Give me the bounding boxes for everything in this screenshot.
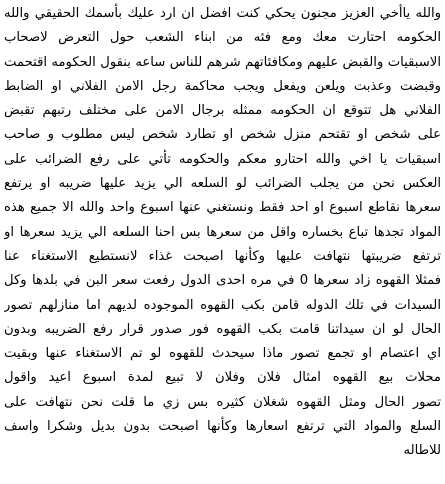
text-line-9: سعرها نقاطع اسبوع او احد فقط ونستغني عنها اسبوع واحد والله الا جميع هذه xyxy=(4,200,441,216)
text-line-4: وقبضت وعذبت ويلعن ويفعل ويجب محاكمة رجل الامن الفلاني او الضابط xyxy=(4,78,441,94)
text-line-11: ترتفع ضريبتها نتهافت عليها وكأنها اصبحت غذاء لانستطيع الاستغناء عنا xyxy=(4,248,441,264)
text-line-2: الحكومه احتارت معك ومع فئه من ابناء الشعب حول التعرض لاصحاب xyxy=(4,30,441,46)
text-line-17: تصور الحال ومثل القهوه شغلان كثيره بس زي ما قلت نحن نتهافت على xyxy=(4,394,441,410)
text-line-13: السيدات في تلك الدوله قامن بكب القهوه الموجوده لديهم اما منازلهم تصور xyxy=(4,297,441,313)
text-line-6: على شخص او تقتحم منزل شخص او تطارد شخص ليس مطلوب و صاحب xyxy=(4,127,441,143)
text-line-15: اي اعتصام او تجمع تصور ماذا سيحدث للقهوه لو تم الاستغناء عنها وبقيت xyxy=(4,346,441,362)
text-line-1: والله ياأخي العزيز مجنون يحكي كنت افضل ان ارد عليك بأسمك الحقيقي والله xyxy=(4,6,441,21)
text-line-12: فمثلا القهوه زاد سعرها 0 في مره احدى الدول رفعت سعر البن في بلدها وكل xyxy=(4,273,441,289)
text-line-10: المواد تجدها تباع بخساره واقل من سعرها بس احنا السلعه الي يزيد سعرها او xyxy=(4,224,441,240)
text-line-18: السلع والمواد التي ترتفع اسعارها وكأنها اصبحت بدون بديل وشكرا واسف xyxy=(4,419,441,435)
text-line-14: الحال لو ان سيداتنا قامت بكب القهوه فور صدور قرار رفع الضريبه وبدون xyxy=(4,321,441,337)
text-line-7: اسبقيات يا اخي والله احتارو معكم والحكومه تأتي على رفع الضرائب على xyxy=(4,151,441,167)
text-line-5: الفلاني هل تتوقع ان الحكومه ممثله برجال الامن على مختلف رتبهم تقبض xyxy=(4,103,441,119)
text-line-16: محلات بيع القهوه امثال فلان وفلان لا تبيع لمدة اسبوع اعيد واقول xyxy=(4,370,441,386)
text-line-3: الاسبقيات والقبض عليهم ومكافئاتهم شرهم للناس ساعه بنقول الحكومه اقتحمت xyxy=(4,54,441,70)
text-line-8: العكس نحن من يجلب الضرائب لو السلعه الي يزيد عليها ضريبه او يرتفع xyxy=(4,176,441,192)
text-line-19: للاطاله xyxy=(403,443,441,459)
